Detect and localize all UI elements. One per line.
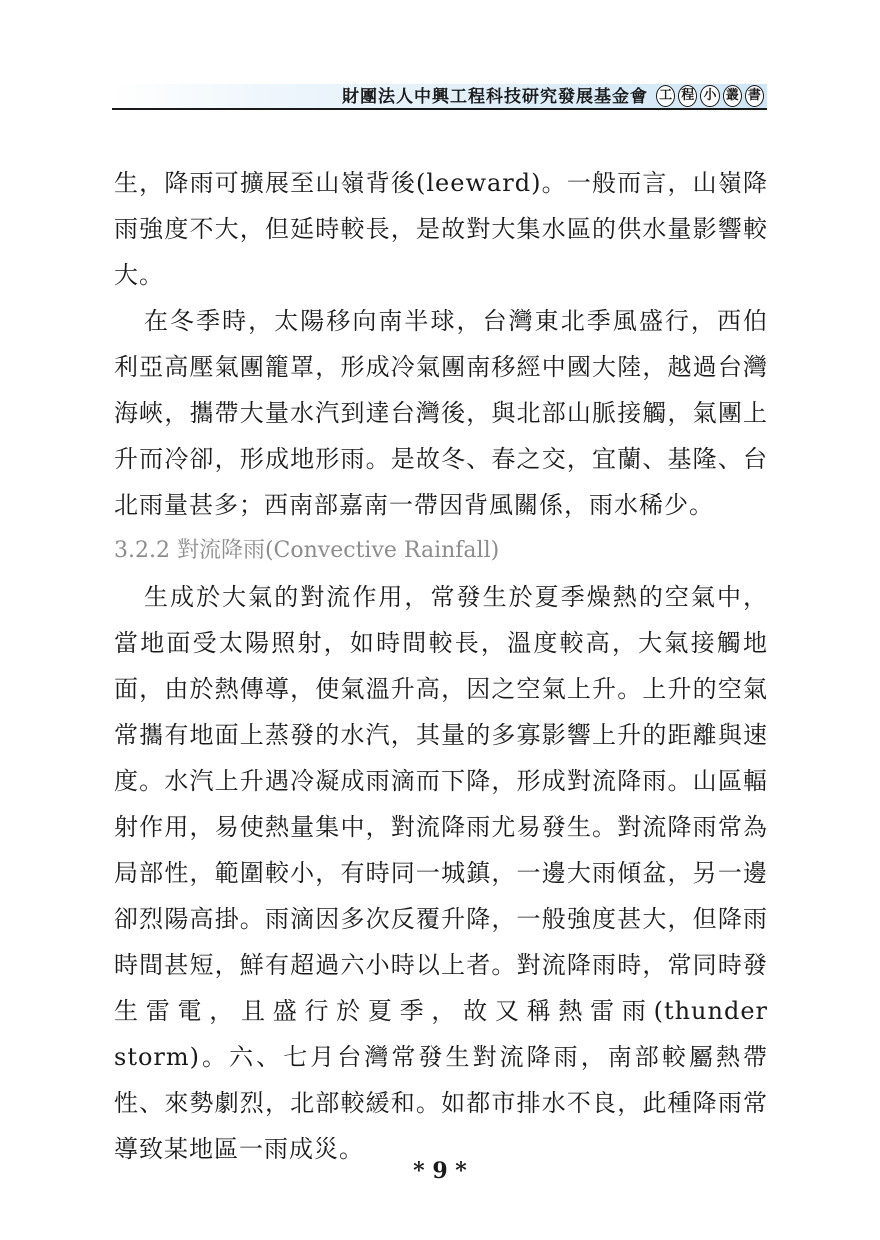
series-char: 叢	[723, 85, 742, 107]
series-char: 書	[745, 85, 764, 107]
page-body	[114, 160, 768, 1172]
series-char: 工	[656, 85, 675, 107]
publisher-name: 財團法人中興工程科技研究發展基金會	[342, 87, 648, 107]
section-paragraph: 生成於大氣的對流作用，常發生於夏季燥熱的空氣中，當地面受太陽照射，如時間較長，溫度較高，大氣接觸地面，由於熱傳導，使氣溫升高，因之空氣上升。上升的空氣常攜有地面上蒸發的水汽，其量的多寡影響上升的距離與速度。水汽上升遇冷凝成雨滴而下降，形成對流降雨。山區輻射作用，易使熱量集中，對流降雨尤易發生。對流降雨常為局部性，範圍較小，有時同一城鎮，一邊大雨傾盆，另一邊卻烈陽高掛。雨滴因多次反覆升降，一般強度甚大，但降雨時間甚短，鮮有超過六小時以上者。對流降雨時，常同時發生雷電，且盛行於夏季，故又稱熱雷雨(thunder storm)。六、七月台灣常發生對流降雨，南部較屬熱帶性、來勢劇烈，北部較緩和。如都市排水不良，此種降雨常導致某地區一雨成災。	[114, 583, 768, 1163]
header-rule	[112, 108, 767, 110]
body-paragraph: 在冬季時，太陽移向南半球，台灣東北季風盛行，西伯利亞高壓氣團籠罩，形成冷氣團南移經中國大陸，越過台灣海峽，攜帶大量水汽到達台灣後，與北部山脈接觸，氣團上升而冷卻，形成地形雨。是故冬、春之交，宜蘭、基隆、台北雨量甚多；西南部嘉南一帶因背風關係，雨水稀少。	[114, 307, 768, 519]
series-badge	[656, 85, 764, 107]
body-paragraph: 生，降雨可擴展至山嶺背後(leeward)。一般而言，山嶺降雨強度不大，但延時較長，是故對大集水區的供水量影響較大。	[114, 169, 768, 289]
page-number: * 9 *	[413, 1158, 467, 1184]
series-char: 程	[678, 85, 697, 107]
section-heading: 3.2.2 對流降雨(Convective Rainfall)	[114, 538, 500, 563]
series-char: 小	[700, 85, 719, 107]
